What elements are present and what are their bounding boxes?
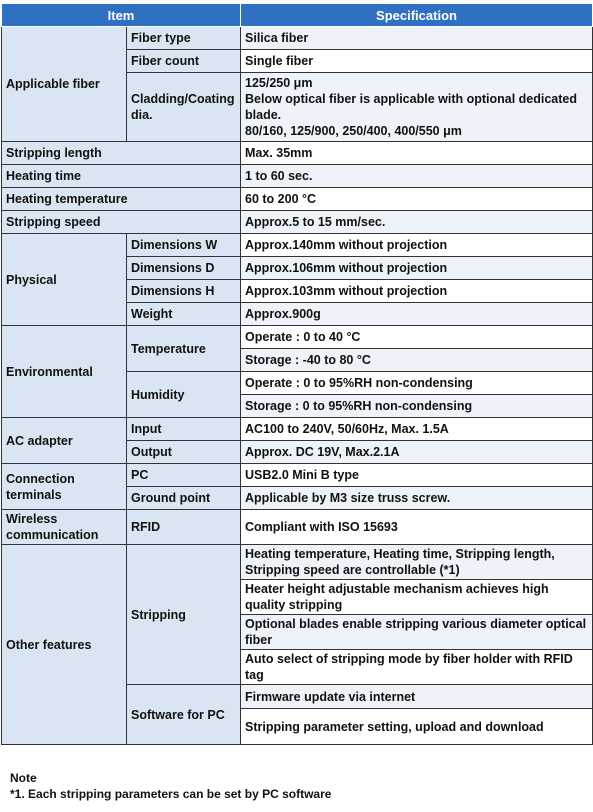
value-stripping-2: Heater height adjustable mechanism achieves high quality stripping [241,580,593,615]
label-fiber-count: Fiber count [127,50,241,73]
note-section [10,770,331,802]
value-heating-temperature: 60 to 200 °C [241,188,593,211]
value-stripping-4: Auto select of stripping mode by fiber holder with RFID tag [241,650,593,685]
label-heating-temperature: Heating temperature [2,188,241,211]
value-temp-storage: Storage : -40 to 80 °C [241,349,593,372]
value-fiber-type: Silica fiber [241,27,593,50]
label-stripping-length: Stripping length [2,142,241,165]
group-physical: Physical [2,234,127,326]
value-stripping-1: Heating temperature, Heating time, Stripping length, Stripping speed are controllable (*1) [241,545,593,580]
label-temperature: Temperature [127,326,241,372]
header-row [2,4,593,27]
label-software-for-pc: Software for PC [127,685,241,745]
value-stripping-length: Max. 35mm [241,142,593,165]
cladding-line-1: 125/250 μm [245,76,313,90]
label-rfid: RFID [127,510,241,545]
group-applicable-fiber: Applicable fiber [2,27,127,142]
value-pc: USB2.0 Mini B type [241,464,593,487]
table-row [2,188,593,211]
label-dimensions-d: Dimensions D [127,257,241,280]
table-row [2,418,593,441]
label-stripping: Stripping [127,545,241,685]
value-ground-point: Applicable by M3 size truss screw. [241,487,593,510]
table-row [2,510,593,545]
group-other-features: Other features [2,545,127,745]
table-row [2,211,593,234]
label-fiber-type: Fiber type [127,27,241,50]
value-dimensions-d: Approx.106mm without projection [241,257,593,280]
value-weight: Approx.900g [241,303,593,326]
group-ac-adapter: AC adapter [2,418,127,464]
label-humidity: Humidity [127,372,241,418]
value-software-2: Stripping parameter setting, upload and download [241,709,593,745]
table-row [2,27,593,50]
table-row [2,464,593,487]
label-pc: PC [127,464,241,487]
label-dimensions-w: Dimensions W [127,234,241,257]
table-row [2,234,593,257]
table-row [2,545,593,580]
value-dimensions-w: Approx.140mm without projection [241,234,593,257]
specification-table [1,3,593,745]
value-hum-storage: Storage : 0 to 95%RH non-condensing [241,395,593,418]
cladding-line-3: 80/160, 125/900, 250/400, 400/550 μm [245,124,462,138]
table-row [2,326,593,349]
value-software-1: Firmware update via internet [241,685,593,709]
label-input: Input [127,418,241,441]
value-input: AC100 to 240V, 50/60Hz, Max. 1.5A [241,418,593,441]
group-connection-terminals: Connection terminals [2,464,127,510]
value-dimensions-h: Approx.103mm without projection [241,280,593,303]
group-environmental: Environmental [2,326,127,418]
label-ground-point: Ground point [127,487,241,510]
value-heating-time: 1 to 60 sec. [241,165,593,188]
group-wireless-communication: Wireless communication [2,510,127,545]
header-item: Item [2,4,241,27]
label-heating-time: Heating time [2,165,241,188]
label-weight: Weight [127,303,241,326]
label-dimensions-h: Dimensions H [127,280,241,303]
value-stripping-3: Optional blades enable stripping various diameter optical fiber [241,615,593,650]
note-text: *1. Each stripping parameters can be set by PC software [10,787,332,801]
label-cladding: Cladding/Coating dia. [127,73,241,142]
value-output: Approx. DC 19V, Max.2.1A [241,441,593,464]
table-row [2,165,593,188]
value-fiber-count: Single fiber [241,50,593,73]
label-output: Output [127,441,241,464]
value-cladding [241,73,593,142]
value-temp-operate: Operate : 0 to 40 °C [241,326,593,349]
value-rfid: Compliant with ISO 15693 [241,510,593,545]
label-stripping-speed: Stripping speed [2,211,241,234]
table-row [2,142,593,165]
note-title: Note [10,771,37,785]
cladding-line-2: Below optical fiber is applicable with optional dedicated blade. [245,92,578,122]
header-specification: Specification [241,4,593,27]
value-hum-operate: Operate : 0 to 95%RH non-condensing [241,372,593,395]
value-stripping-speed: Approx.5 to 15 mm/sec. [241,211,593,234]
